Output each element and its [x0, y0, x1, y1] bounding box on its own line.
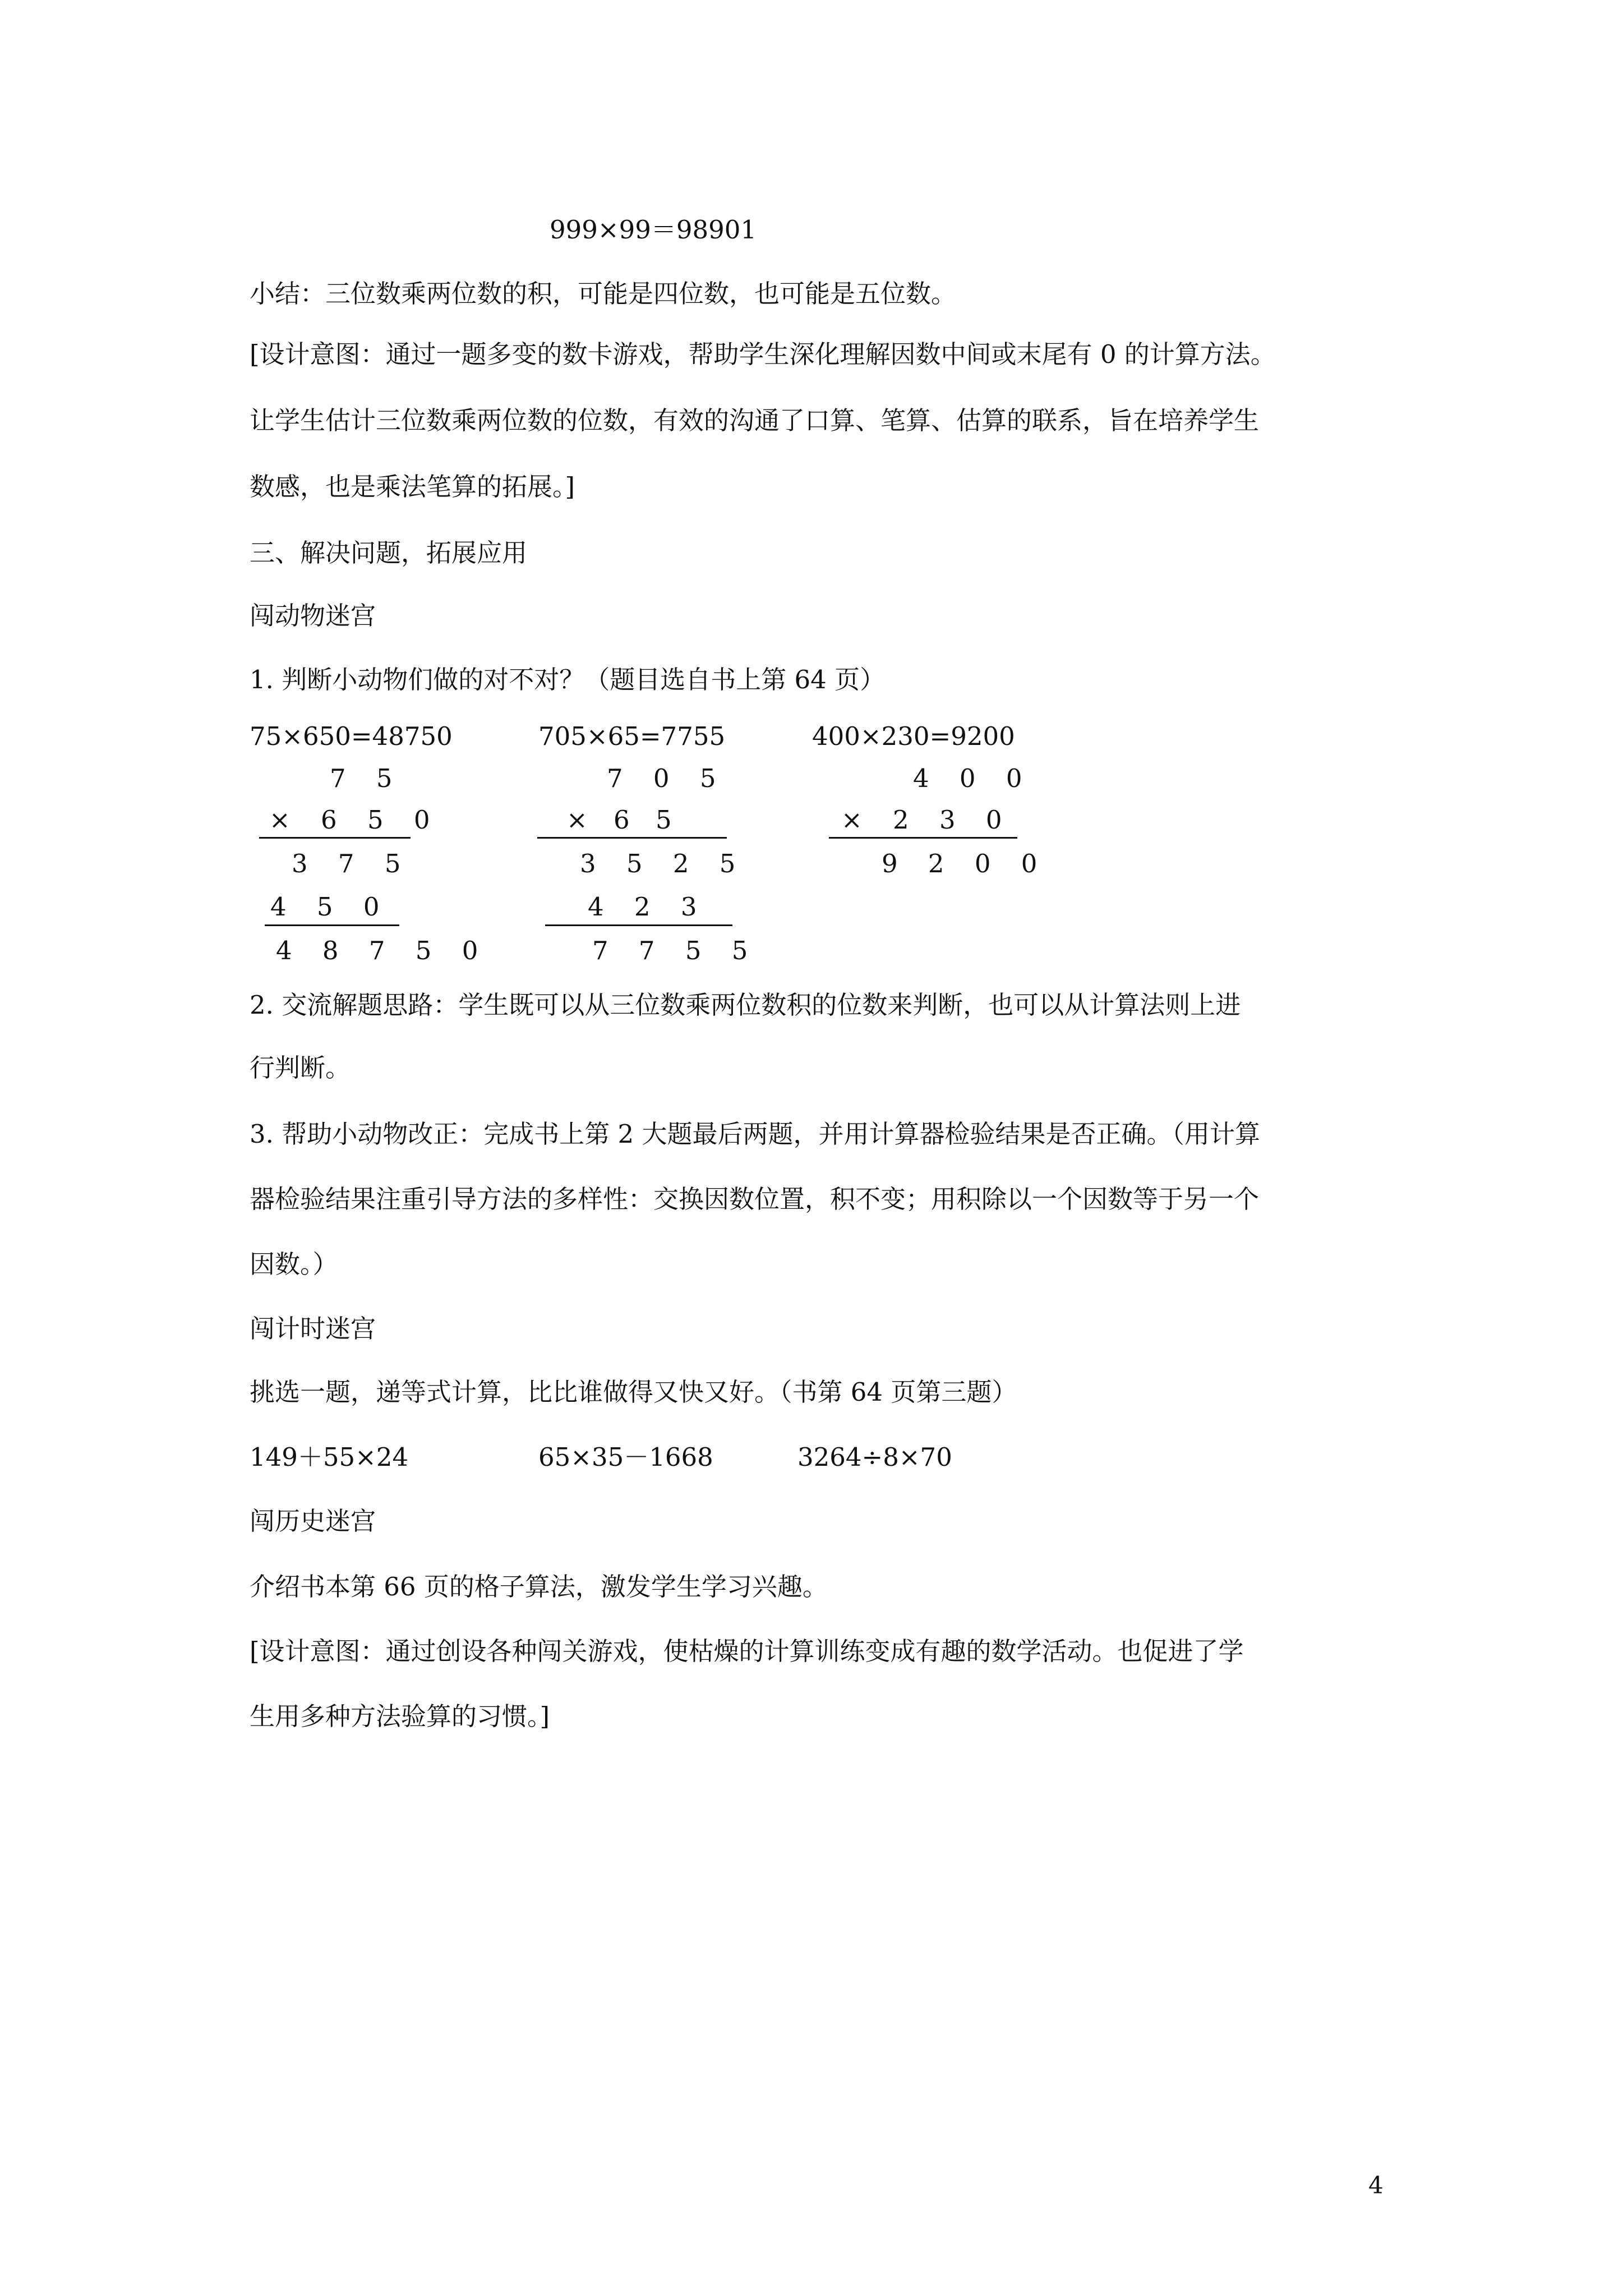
item-3-line-2: 器检验结果注重引导方法的多样性：交换因数位置，积不变；用积除以一个因数等于另一个 [250, 1184, 1260, 1214]
section-title: 三、解决问题，拓展应用 [250, 538, 528, 568]
problem-2-partial-1: 3 5 2 5 [580, 849, 747, 878]
page-number: 4 [1368, 2171, 1384, 2199]
item-3-line-3: 因数。） [250, 1249, 338, 1279]
problem-3-equation: 400×230=9200 [812, 721, 1015, 751]
design-intent-1-line-1: [设计意图：通过一题多变的数卡游戏，帮助学生深化理解因数中间或末尾有 0 的计算方法。 [250, 339, 1276, 369]
problem-2-multiplier: × 6 5 [566, 805, 681, 835]
problem-1-partial-1: 3 7 5 [292, 849, 412, 878]
expression-2: 65×35－1668 [538, 1442, 713, 1472]
problem-1-multiplicand: 7 5 [330, 763, 404, 793]
top-equation: 999×99＝98901 [550, 215, 757, 245]
item-2-line-1: 2. 交流解题思路：学生既可以从三位数乘两位数积的位数来判断，也可以从计算法则上进 [250, 990, 1241, 1020]
expression-3: 3264÷8×70 [797, 1442, 952, 1472]
summary-line: 小结：三位数乘两位数的积，可能是四位数，也可能是五位数。 [250, 279, 957, 309]
problem-3-multiplier: × 2 3 0 [841, 805, 1013, 835]
problem-2-result: 7 7 5 5 [592, 936, 759, 965]
problem-3-rule-1 [829, 837, 1017, 839]
problem-2-rule-2 [545, 924, 732, 926]
problem-2-partial-2: 4 2 3 [588, 892, 708, 922]
problem-1-result: 4 8 7 5 0 [276, 936, 490, 965]
problem-3-partial-1: 9 2 0 0 [882, 849, 1049, 878]
maze-history-heading: 闯历史迷宫 [250, 1506, 376, 1536]
problem-2-equation: 705×65=7755 [538, 721, 726, 751]
problem-1-equation: 75×650=48750 [250, 721, 453, 751]
problem-1-rule-1 [259, 837, 411, 839]
design-intent-2-line-1: [设计意图：通过创设各种闯关游戏，使枯燥的计算训练变成有趣的数学活动。也促进了学 [250, 1636, 1244, 1666]
problem-1-multiplier: × 6 5 0 [269, 805, 441, 835]
history-text: 介绍书本第 66 页的格子算法，激发学生学习兴趣。 [250, 1572, 828, 1602]
expression-1: 149＋55×24 [250, 1442, 409, 1472]
problem-3-multiplicand: 4 0 0 [913, 763, 1034, 793]
time-task: 挑选一题，递等式计算，比比谁做得又快又好。（书第 64 页第三题） [250, 1377, 1017, 1407]
problem-2-multiplicand: 7 0 5 [607, 763, 727, 793]
problem-1-partial-2: 4 5 0 [270, 892, 391, 922]
item-1: 1. 判断小动物们做的对不对？（题目选自书上第 64 页） [250, 665, 886, 694]
design-intent-1-line-2: 让学生估计三位数乘两位数的位数，有效的沟通了口算、笔算、估算的联系，旨在培养学生 [250, 406, 1260, 435]
design-intent-2-line-2: 生用多种方法验算的习惯。] [250, 1701, 550, 1731]
item-3-line-1: 3. 帮助小动物改正：完成书上第 2 大题最后两题，并用计算器检验结果是否正确。（用计算 [250, 1119, 1260, 1149]
problem-1-rule-2 [265, 924, 399, 926]
maze-animal-heading: 闯动物迷宫 [250, 601, 376, 631]
maze-time-heading: 闯计时迷宫 [250, 1314, 376, 1343]
problem-2-rule-1 [537, 837, 727, 839]
design-intent-1-line-3: 数感，也是乘法笔算的拓展。] [250, 472, 575, 501]
item-2-line-2: 行判断。 [250, 1053, 351, 1083]
